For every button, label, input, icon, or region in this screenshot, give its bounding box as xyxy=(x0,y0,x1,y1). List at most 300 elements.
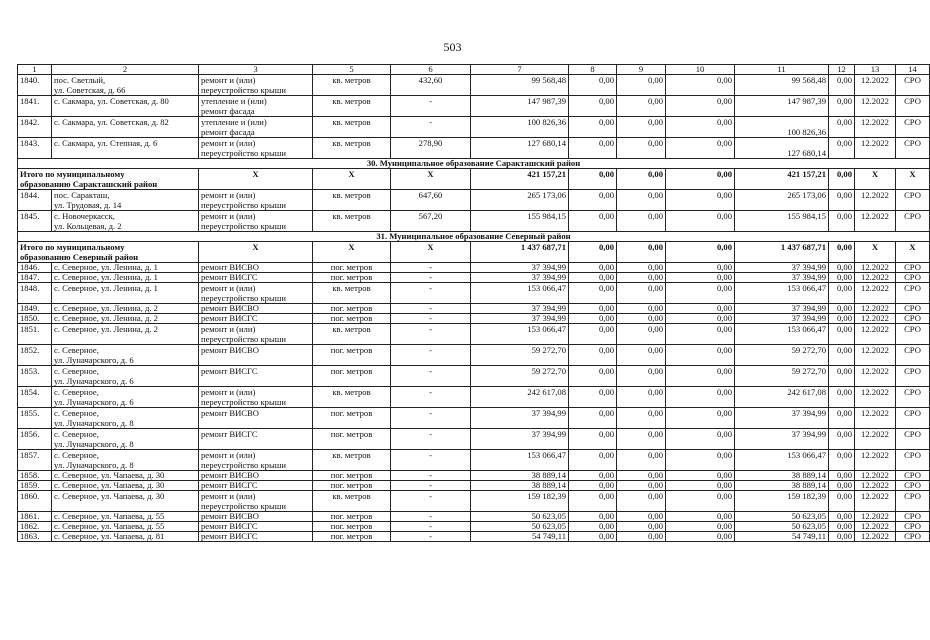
date-cell: 12.2022 xyxy=(855,75,896,96)
date-cell: 12.2022 xyxy=(855,387,896,408)
col8-cell: 0,00 xyxy=(569,481,617,491)
col8-cell: 0,00 xyxy=(569,283,617,304)
address-cell: с. Северное, ул. Луначарского, д. 8 xyxy=(52,450,199,471)
method-cell: СРО xyxy=(896,471,930,481)
area-cell: - xyxy=(391,117,471,138)
method-cell: СРО xyxy=(896,96,930,117)
col11-cell xyxy=(735,273,829,283)
page-number: 503 xyxy=(443,40,462,54)
column-header-row xyxy=(18,65,930,75)
section-header-row xyxy=(18,159,930,169)
col9-cell: 0,00 xyxy=(617,387,666,408)
method-cell: СРО xyxy=(896,387,930,408)
work-type-cell: ремонт ВИСВО xyxy=(199,512,313,522)
date-cell: 12.2022 xyxy=(855,304,896,314)
address-cell: с. Северное, ул. Чапаева, д. 81 xyxy=(52,532,199,542)
method-cell: СРО xyxy=(896,283,930,304)
column-header: 2 xyxy=(52,65,199,75)
column-header: 3 xyxy=(199,65,313,75)
row-number: 1863. xyxy=(18,532,52,542)
total-c8: 0,00 xyxy=(569,242,617,263)
address-cell: с. Северное, ул. Луначарского, д. 6 xyxy=(52,366,199,387)
table-row xyxy=(18,324,930,345)
col12-cell: 0,00 xyxy=(829,314,855,324)
total-c12: 0,00 xyxy=(829,169,855,190)
cost-value: 153 066,47 xyxy=(787,450,826,460)
address-cell: пос. Светлый, ул. Советская, д. 66 xyxy=(52,75,199,96)
address-cell: с. Северное, ул. Луначарского, д. 8 xyxy=(52,408,199,429)
method-cell: СРО xyxy=(896,263,930,273)
col12-cell: 0,00 xyxy=(829,512,855,522)
total-row xyxy=(18,169,930,190)
method-cell: СРО xyxy=(896,491,930,512)
col12-cell: 0,00 xyxy=(829,387,855,408)
col11-cell xyxy=(735,190,829,211)
address-cell: с. Северное, ул. Ленина, д. 2 xyxy=(52,314,199,324)
unit-cell: кв. метров xyxy=(313,491,391,512)
total-cost-cell: 242 617,08 xyxy=(471,387,569,408)
total-x: X xyxy=(855,169,896,190)
col8-cell: 0,00 xyxy=(569,387,617,408)
cost-value: 59 272,70 xyxy=(791,366,826,376)
table-row xyxy=(18,366,930,387)
section-title: 31. Муниципальное образование Северный район xyxy=(18,232,930,242)
column-header: 14 xyxy=(896,65,930,75)
date-cell: 12.2022 xyxy=(855,481,896,491)
row-number: 1855. xyxy=(18,408,52,429)
area-cell: - xyxy=(391,263,471,273)
total-cost-cell: 50 623,05 xyxy=(471,512,569,522)
col11-cell xyxy=(735,512,829,522)
unit-cell: кв. метров xyxy=(313,450,391,471)
method-cell: СРО xyxy=(896,450,930,471)
address-cell: с. Северное, ул. Ленина, д. 1 xyxy=(52,263,199,273)
cost-value: 242 617,08 xyxy=(787,387,826,397)
col12-cell: 0,00 xyxy=(829,491,855,512)
work-type-cell: ремонт и (или) переустройство крыши xyxy=(199,387,313,408)
col12-cell: 0,00 xyxy=(829,138,855,159)
table-row xyxy=(18,345,930,366)
col12-cell: 0,00 xyxy=(829,190,855,211)
col11-cell xyxy=(735,471,829,481)
total-x: X xyxy=(391,242,471,263)
cost-value: 155 984,15 xyxy=(787,211,826,221)
section-title: 30. Муниципальное образование Саракташский район xyxy=(18,159,930,169)
cost-value: 265 173,06 xyxy=(787,190,826,200)
col12-cell: 0,00 xyxy=(829,522,855,532)
total-cost-cell: 159 182,39 xyxy=(471,491,569,512)
col10-cell: 0,00 xyxy=(666,117,735,138)
col9-cell: 0,00 xyxy=(617,429,666,450)
col9-cell: 0,00 xyxy=(617,263,666,273)
row-number: 1848. xyxy=(18,283,52,304)
column-header: 5 xyxy=(313,65,391,75)
area-cell: - xyxy=(391,314,471,324)
col11-cell xyxy=(735,324,829,345)
col12-cell: 0,00 xyxy=(829,471,855,481)
table-row xyxy=(18,522,930,532)
date-cell: 12.2022 xyxy=(855,450,896,471)
col9-cell: 0,00 xyxy=(617,471,666,481)
address-cell: с. Сакмара, ул. Советская, д. 80 xyxy=(52,96,199,117)
unit-cell: пог. метров xyxy=(313,273,391,283)
col12-cell: 0,00 xyxy=(829,429,855,450)
col12-cell: 0,00 xyxy=(829,117,855,138)
col11-cell xyxy=(735,138,829,159)
area-cell: - xyxy=(391,283,471,304)
method-cell: СРО xyxy=(896,408,930,429)
row-number: 1842. xyxy=(18,117,52,138)
col12-cell: 0,00 xyxy=(829,532,855,542)
work-type-cell: ремонт и (или) переустройство крыши xyxy=(199,75,313,96)
cost-value: 37 394,99 xyxy=(791,408,826,418)
col10-cell: 0,00 xyxy=(666,75,735,96)
total-x: X xyxy=(199,169,313,190)
address-cell: с. Северное, ул. Ленина, д. 1 xyxy=(52,273,199,283)
col11-cell xyxy=(735,96,829,117)
date-cell: 12.2022 xyxy=(855,512,896,522)
col9-cell: 0,00 xyxy=(617,450,666,471)
total-cost-cell: 153 066,47 xyxy=(471,450,569,471)
column-header: 8 xyxy=(569,65,617,75)
unit-cell: кв. метров xyxy=(313,138,391,159)
col9-cell: 0,00 xyxy=(617,190,666,211)
work-type-cell: ремонт ВИСГС xyxy=(199,481,313,491)
method-cell: СРО xyxy=(896,75,930,96)
area-cell: - xyxy=(391,450,471,471)
work-type-cell: ремонт и (или) переустройство крыши xyxy=(199,283,313,304)
col9-cell: 0,00 xyxy=(617,532,666,542)
col9-cell: 0,00 xyxy=(617,366,666,387)
date-cell: 12.2022 xyxy=(855,324,896,345)
date-cell: 12.2022 xyxy=(855,522,896,532)
row-number: 1857. xyxy=(18,450,52,471)
col8-cell: 0,00 xyxy=(569,324,617,345)
cost-value: 127 680,14 xyxy=(787,148,826,158)
col9-cell: 0,00 xyxy=(617,324,666,345)
col9-cell: 0,00 xyxy=(617,522,666,532)
col11-cell xyxy=(735,387,829,408)
table-row xyxy=(18,190,930,211)
area-cell: - xyxy=(391,345,471,366)
address-cell: с. Северное, ул. Чапаева, д. 55 xyxy=(52,512,199,522)
table-row xyxy=(18,450,930,471)
col8-cell: 0,00 xyxy=(569,532,617,542)
total-cost: 421 157,21 xyxy=(471,169,569,190)
col10-cell: 0,00 xyxy=(666,138,735,159)
col8-cell: 0,00 xyxy=(569,450,617,471)
col11-cell xyxy=(735,522,829,532)
row-number: 1862. xyxy=(18,522,52,532)
address-cell: с. Северное, ул. Луначарского, д. 6 xyxy=(52,387,199,408)
col10-cell: 0,00 xyxy=(666,96,735,117)
col10-cell: 0,00 xyxy=(666,314,735,324)
address-cell: с. Северное, ул. Луначарского, д. 6 xyxy=(52,345,199,366)
cost-value: 147 987,39 xyxy=(787,96,826,106)
table-row xyxy=(18,314,930,324)
col9-cell: 0,00 xyxy=(617,273,666,283)
date-cell: 12.2022 xyxy=(855,263,896,273)
cost-value: 38 889,14 xyxy=(791,470,826,480)
row-number: 1850. xyxy=(18,314,52,324)
col10-cell: 0,00 xyxy=(666,532,735,542)
col11-cell xyxy=(735,429,829,450)
address-cell: с. Северное, ул. Чапаева, д. 30 xyxy=(52,481,199,491)
col11-cell xyxy=(735,366,829,387)
work-type-cell: ремонт и (или) переустройство крыши xyxy=(199,211,313,232)
date-cell: 12.2022 xyxy=(855,283,896,304)
total-c8: 0,00 xyxy=(569,169,617,190)
area-cell: 647,60 xyxy=(391,190,471,211)
date-cell: 12.2022 xyxy=(855,138,896,159)
col9-cell: 0,00 xyxy=(617,211,666,232)
table-row xyxy=(18,117,930,138)
col11-cell xyxy=(735,532,829,542)
col9-cell: 0,00 xyxy=(617,283,666,304)
unit-cell: пог. метров xyxy=(313,532,391,542)
col10-cell: 0,00 xyxy=(666,522,735,532)
total-x: X xyxy=(896,242,930,263)
col11-cell xyxy=(735,283,829,304)
col8-cell: 0,00 xyxy=(569,408,617,429)
total-cost-cell: 59 272,70 xyxy=(471,366,569,387)
col8-cell: 0,00 xyxy=(569,314,617,324)
col9-cell: 0,00 xyxy=(617,96,666,117)
column-header: 6 xyxy=(391,65,471,75)
col10-cell: 0,00 xyxy=(666,304,735,314)
work-type-cell: утепление и (или) ремонт фасада xyxy=(199,96,313,117)
total-cost-cell: 38 889,14 xyxy=(471,481,569,491)
row-number: 1844. xyxy=(18,190,52,211)
col8-cell: 0,00 xyxy=(569,512,617,522)
table-row xyxy=(18,75,930,96)
unit-cell: кв. метров xyxy=(313,96,391,117)
unit-cell: кв. метров xyxy=(313,211,391,232)
total-c12: 0,00 xyxy=(829,242,855,263)
registry-table xyxy=(17,64,930,542)
method-cell: СРО xyxy=(896,366,930,387)
area-cell: - xyxy=(391,532,471,542)
table-row xyxy=(18,429,930,450)
area-cell: - xyxy=(391,273,471,283)
col8-cell: 0,00 xyxy=(569,273,617,283)
col9-cell: 0,00 xyxy=(617,138,666,159)
work-type-cell: ремонт ВИСГС xyxy=(199,314,313,324)
row-number: 1851. xyxy=(18,324,52,345)
area-cell: - xyxy=(391,491,471,512)
total-cost-cell: 37 394,99 xyxy=(471,263,569,273)
total-row xyxy=(18,242,930,263)
col10-cell: 0,00 xyxy=(666,324,735,345)
unit-cell: пог. метров xyxy=(313,481,391,491)
col8-cell: 0,00 xyxy=(569,304,617,314)
col12-cell: 0,00 xyxy=(829,408,855,429)
col10-cell: 0,00 xyxy=(666,283,735,304)
work-type-cell: ремонт ВИСВО xyxy=(199,471,313,481)
col12-cell: 0,00 xyxy=(829,481,855,491)
area-cell: 432,60 xyxy=(391,75,471,96)
col11-cell xyxy=(735,481,829,491)
total-cost-cell: 59 272,70 xyxy=(471,345,569,366)
cost-value: 37 394,99 xyxy=(791,303,826,313)
unit-cell: пог. метров xyxy=(313,304,391,314)
section-header-row xyxy=(18,232,930,242)
row-number: 1840. xyxy=(18,75,52,96)
area-cell: - xyxy=(391,304,471,314)
total-cost-cell: 100 826,36 xyxy=(471,117,569,138)
cost-value: 99 568,48 xyxy=(791,75,826,85)
area-cell: - xyxy=(391,429,471,450)
col10-cell: 0,00 xyxy=(666,387,735,408)
method-cell: СРО xyxy=(896,429,930,450)
row-number: 1861. xyxy=(18,512,52,522)
cost-value: 50 623,05 xyxy=(791,511,826,521)
table-row xyxy=(18,283,930,304)
date-cell: 12.2022 xyxy=(855,117,896,138)
cost-value: 50 623,05 xyxy=(791,521,826,531)
column-header: 13 xyxy=(855,65,896,75)
col11-cell xyxy=(735,345,829,366)
unit-cell: кв. метров xyxy=(313,324,391,345)
address-cell: с. Сакмара, ул. Степная, д. 6 xyxy=(52,138,199,159)
col8-cell: 0,00 xyxy=(569,345,617,366)
method-cell: СРО xyxy=(896,512,930,522)
col10-cell: 0,00 xyxy=(666,366,735,387)
total-cost-cell: 50 623,05 xyxy=(471,522,569,532)
work-type-cell: ремонт и (или) переустройство крыши xyxy=(199,190,313,211)
total-cost-cell: 153 066,47 xyxy=(471,283,569,304)
unit-cell: кв. метров xyxy=(313,283,391,304)
method-cell: СРО xyxy=(896,138,930,159)
col9-cell: 0,00 xyxy=(617,512,666,522)
cost-value: 37 394,99 xyxy=(791,429,826,439)
unit-cell: пог. метров xyxy=(313,429,391,450)
col11-cell xyxy=(735,450,829,471)
unit-cell: пог. метров xyxy=(313,263,391,273)
col10-cell: 0,00 xyxy=(666,408,735,429)
unit-cell: пог. метров xyxy=(313,522,391,532)
col10-cell: 0,00 xyxy=(666,429,735,450)
date-cell: 12.2022 xyxy=(855,471,896,481)
date-cell: 12.2022 xyxy=(855,491,896,512)
area-cell: - xyxy=(391,481,471,491)
row-number: 1846. xyxy=(18,263,52,273)
row-number: 1841. xyxy=(18,96,52,117)
table-row xyxy=(18,512,930,522)
col10-cell: 0,00 xyxy=(666,471,735,481)
area-cell: - xyxy=(391,512,471,522)
unit-cell: кв. метров xyxy=(313,190,391,211)
col8-cell: 0,00 xyxy=(569,263,617,273)
unit-cell: пог. метров xyxy=(313,314,391,324)
address-cell: с. Новочеркасск, ул. Кольцевая, д. 2 xyxy=(52,211,199,232)
area-cell: - xyxy=(391,471,471,481)
date-cell: 12.2022 xyxy=(855,190,896,211)
table-row xyxy=(18,263,930,273)
total-cost-cell: 147 987,39 xyxy=(471,96,569,117)
work-type-cell: ремонт и (или) переустройство крыши xyxy=(199,324,313,345)
col12-cell: 0,00 xyxy=(829,273,855,283)
col9-cell: 0,00 xyxy=(617,314,666,324)
col10-cell: 0,00 xyxy=(666,450,735,471)
method-cell: СРО xyxy=(896,324,930,345)
col12-cell: 0,00 xyxy=(829,304,855,314)
col11-cell xyxy=(735,304,829,314)
work-type-cell: ремонт ВИСВО xyxy=(199,408,313,429)
col8-cell: 0,00 xyxy=(569,138,617,159)
col10-cell: 0,00 xyxy=(666,512,735,522)
col11-cell xyxy=(735,211,829,232)
col12-cell: 0,00 xyxy=(829,96,855,117)
column-header: 11 xyxy=(735,65,829,75)
col10-cell: 0,00 xyxy=(666,273,735,283)
address-cell: с. Северное, ул. Ленина, д. 2 xyxy=(52,324,199,345)
work-type-cell: ремонт ВИСГС xyxy=(199,366,313,387)
table-row xyxy=(18,532,930,542)
area-cell: 278,90 xyxy=(391,138,471,159)
col11-cell xyxy=(735,263,829,273)
work-type-cell: ремонт и (или) переустройство крыши xyxy=(199,491,313,512)
total-label: Итого по муниципальному образованию Северный район xyxy=(18,242,199,263)
total-cost-cell: 37 394,99 xyxy=(471,314,569,324)
work-type-cell: утепление и (или) ремонт фасада xyxy=(199,117,313,138)
work-type-cell: ремонт ВИСВО xyxy=(199,304,313,314)
row-number: 1860. xyxy=(18,491,52,512)
col9-cell: 0,00 xyxy=(617,304,666,314)
cost-value: 153 066,47 xyxy=(787,283,826,293)
total-cost-cell: 38 889,14 xyxy=(471,471,569,481)
col11-cell xyxy=(735,408,829,429)
address-cell: с. Сакмара, ул. Советская, д. 82 xyxy=(52,117,199,138)
col10-cell: 0,00 xyxy=(666,190,735,211)
col10-cell: 0,00 xyxy=(666,345,735,366)
table-row xyxy=(18,273,930,283)
total-cost-cell: 37 394,99 xyxy=(471,408,569,429)
unit-cell: кв. метров xyxy=(313,75,391,96)
date-cell: 12.2022 xyxy=(855,314,896,324)
col9-cell: 0,00 xyxy=(617,345,666,366)
unit-cell: кв. метров xyxy=(313,117,391,138)
date-cell: 12.2022 xyxy=(855,429,896,450)
column-header: 7 xyxy=(471,65,569,75)
col8-cell: 0,00 xyxy=(569,429,617,450)
row-number: 1854. xyxy=(18,387,52,408)
table-row xyxy=(18,387,930,408)
date-cell: 12.2022 xyxy=(855,408,896,429)
col12-cell: 0,00 xyxy=(829,263,855,273)
col10-cell: 0,00 xyxy=(666,491,735,512)
date-cell: 12.2022 xyxy=(855,211,896,232)
col12-cell: 0,00 xyxy=(829,366,855,387)
address-cell: с. Северное, ул. Чапаева, д. 30 xyxy=(52,471,199,481)
work-type-cell: ремонт ВИСВО xyxy=(199,345,313,366)
work-type-cell: ремонт ВИСВО xyxy=(199,263,313,273)
cost-value: 159 182,39 xyxy=(787,491,826,501)
area-cell: - xyxy=(391,96,471,117)
unit-cell: пог. метров xyxy=(313,366,391,387)
col12-cell: 0,00 xyxy=(829,75,855,96)
col10-cell: 0,00 xyxy=(666,481,735,491)
col11-cell xyxy=(735,75,829,96)
total-c11: 1 437 687,71 xyxy=(735,242,829,263)
unit-cell: пог. метров xyxy=(313,512,391,522)
date-cell: 12.2022 xyxy=(855,366,896,387)
area-cell: - xyxy=(391,408,471,429)
row-number: 1853. xyxy=(18,366,52,387)
column-header: 1 xyxy=(18,65,52,75)
col8-cell: 0,00 xyxy=(569,96,617,117)
table-row xyxy=(18,471,930,481)
